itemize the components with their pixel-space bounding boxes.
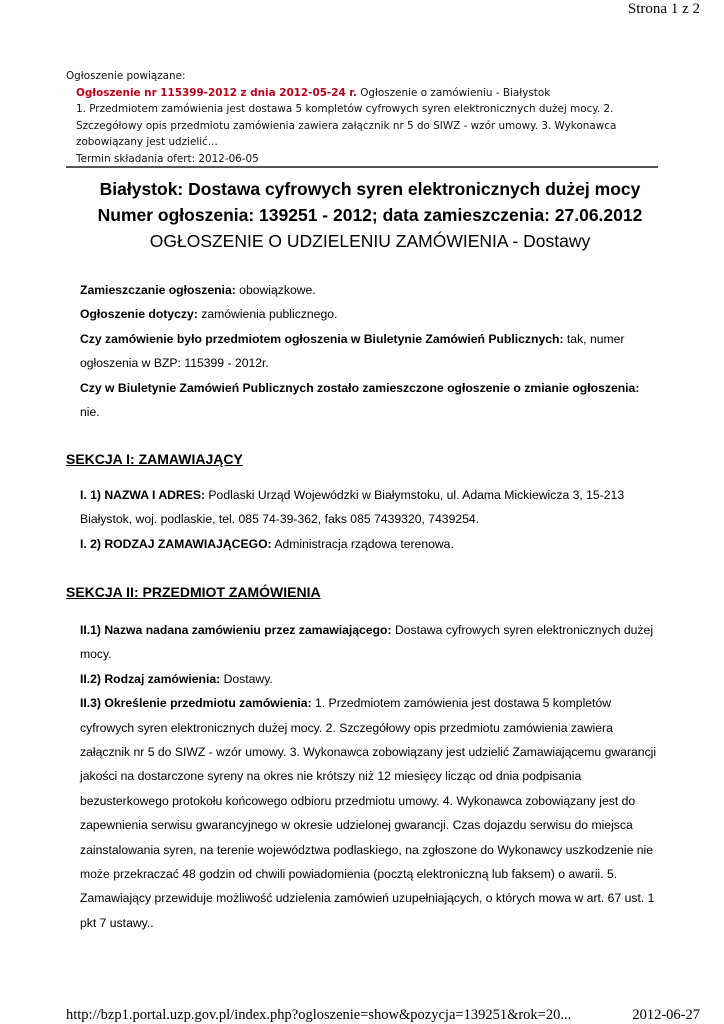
order-description-line: cyfrowych syren elektronicznych dużej mocy. 2. Szczegółowy opis przedmiotu zamówienia zawiera (80, 720, 613, 735)
footer-date: 2012-06-27 (632, 1007, 700, 1023)
order-description-line: zainstalowania syren, na terenie województwa podlaskiego, na zgłoszone do Wykonawcy uszkodzenie nie (80, 842, 654, 857)
meta-placement: Zamieszczanie ogłoszenia: obowiązkowe. (80, 283, 316, 297)
address-line: Białystok, woj. podlaskie, tel. 085 74-39-362, faks 085 7439320, 7439254. (80, 512, 480, 527)
meta-change-label: Czy w Biuletynie Zamówień Publicznych zostało zamieszczone ogłoszenie o zmianie ogłoszenia: (80, 380, 640, 395)
notice-header (66, 176, 674, 254)
related-link-line (66, 85, 656, 102)
footer-url: http://bzp1.portal.uzp.gov.pl/index.php?ogloszenie=show&pozycja=139251&rok=20... (66, 1007, 572, 1023)
notice-meta (80, 278, 660, 424)
meta-bzp: Czy zamówienie było przedmiotem ogłoszenia w Biuletynie Zamówień Publicznych: tak, numer (80, 331, 625, 346)
notice-number: Numer ogłoszenia: 139251 - 2012; data zamieszczenia: 27.06.2012 (97, 205, 643, 225)
related-deadline: Termin składania ofert: 2012-06-05 (76, 152, 259, 165)
section-1-body (80, 483, 660, 556)
page-number: Strona 1 z 2 (627, 1, 700, 17)
order-description-line: Zamawiający przewiduje możliwość udzielenia zamówień uzupełniających, o których mowa w art. 67 ust. 1 (80, 891, 655, 906)
section-2-title: SEKCJA II: PRZEDMIOT ZAMÓWIENIA (66, 584, 321, 600)
order-description-line: jakości na dostarczone syreny na okres nie krótszy niż 12 miesięcy licząc od dnia podpisania (80, 769, 582, 784)
divider (66, 166, 658, 168)
address-line: I. 1) NAZWA I ADRES: Podlaski Urząd Wojewódzki w Białymstoku, ul. Adama Mickiewicza 3, 15-213 (80, 488, 625, 502)
section-1-title: SEKCJA I: ZAMAWIAJĄCY (66, 451, 243, 467)
related-summary-line: Szczegółowy opis przedmiotu zamówienia zawiera załącznik nr 5 do SIWZ - wzór umowy. 3. Wykonawca (76, 119, 617, 132)
order-description-line: załącznik nr 5 do SIWZ - wzór umowy. 3. Wykonawca zobowiązany jest udzielić Zamawiającemu gwarancji (80, 745, 657, 760)
meta-concerns: Ogłoszenie dotyczy: zamówienia publicznego. (80, 307, 338, 322)
notice-type: OGŁOSZENIE O UDZIELENIU ZAMÓWIENIA - Dostawy (149, 231, 591, 251)
order-name-cont: mocy. (80, 647, 112, 662)
order-description-line: bezusterkowego protokołu końcowego odbioru przedmiotu umowy. 4. Wykonawca zobowiązany jest do (80, 793, 636, 808)
related-summary-line: 1. Przedmiotem zamówienia jest dostawa 5 kompletów cyfrowych syren elektronicznych dużej mocy. 2. (76, 103, 614, 116)
order-name: II.1) Nazwa nadana zamówieniu przez zamawiającego: Dostawa cyfrowych syren elektronicznych dużej (80, 623, 654, 637)
contracting-type: I. 2) RODZAJ ZAMAWIAJĄCEGO: Administracja rządowa terenowa. (80, 536, 454, 551)
related-summary-line: zobowiązany jest udzielić... (76, 136, 218, 149)
order-description-line: pkt 7 ustawy.. (80, 915, 154, 930)
meta-bzp-number: ogłoszenia w BZP: 115399 - 2012r. (80, 356, 269, 371)
related-notice-link[interactable]: Ogłoszenie nr 115399-2012 z dnia 2012-05-24 r. (76, 86, 357, 99)
order-kind: II.2) Rodzaj zamówienia: Dostawy. (80, 671, 273, 686)
related-link-suffix: Ogłoszenie o zamówieniu - Białystok (356, 86, 551, 99)
related-label: Ogłoszenie powiązane: (66, 70, 186, 82)
order-description: II.3) Określenie przedmiotu zamówienia: 1. Przedmiotem zamówienia jest dostawa 5 kompletów (80, 696, 612, 711)
order-description-line: może przekraczać 48 godzin od chwili powiadomienia (pocztą elektroniczną lub faksem) o awarii. 5. (80, 867, 618, 882)
order-description-line: zapewnienia serwisu gwarancyjnego w okresie udzielonej gwarancji. Czas dojazdu serwisu do miejsca (80, 818, 633, 833)
section-2-body (80, 618, 660, 935)
meta-change-value: nie. (80, 405, 100, 420)
related-notice (66, 68, 656, 168)
notice-title: Białystok: Dostawa cyfrowych syren elektronicznych dużej mocy (99, 179, 641, 199)
